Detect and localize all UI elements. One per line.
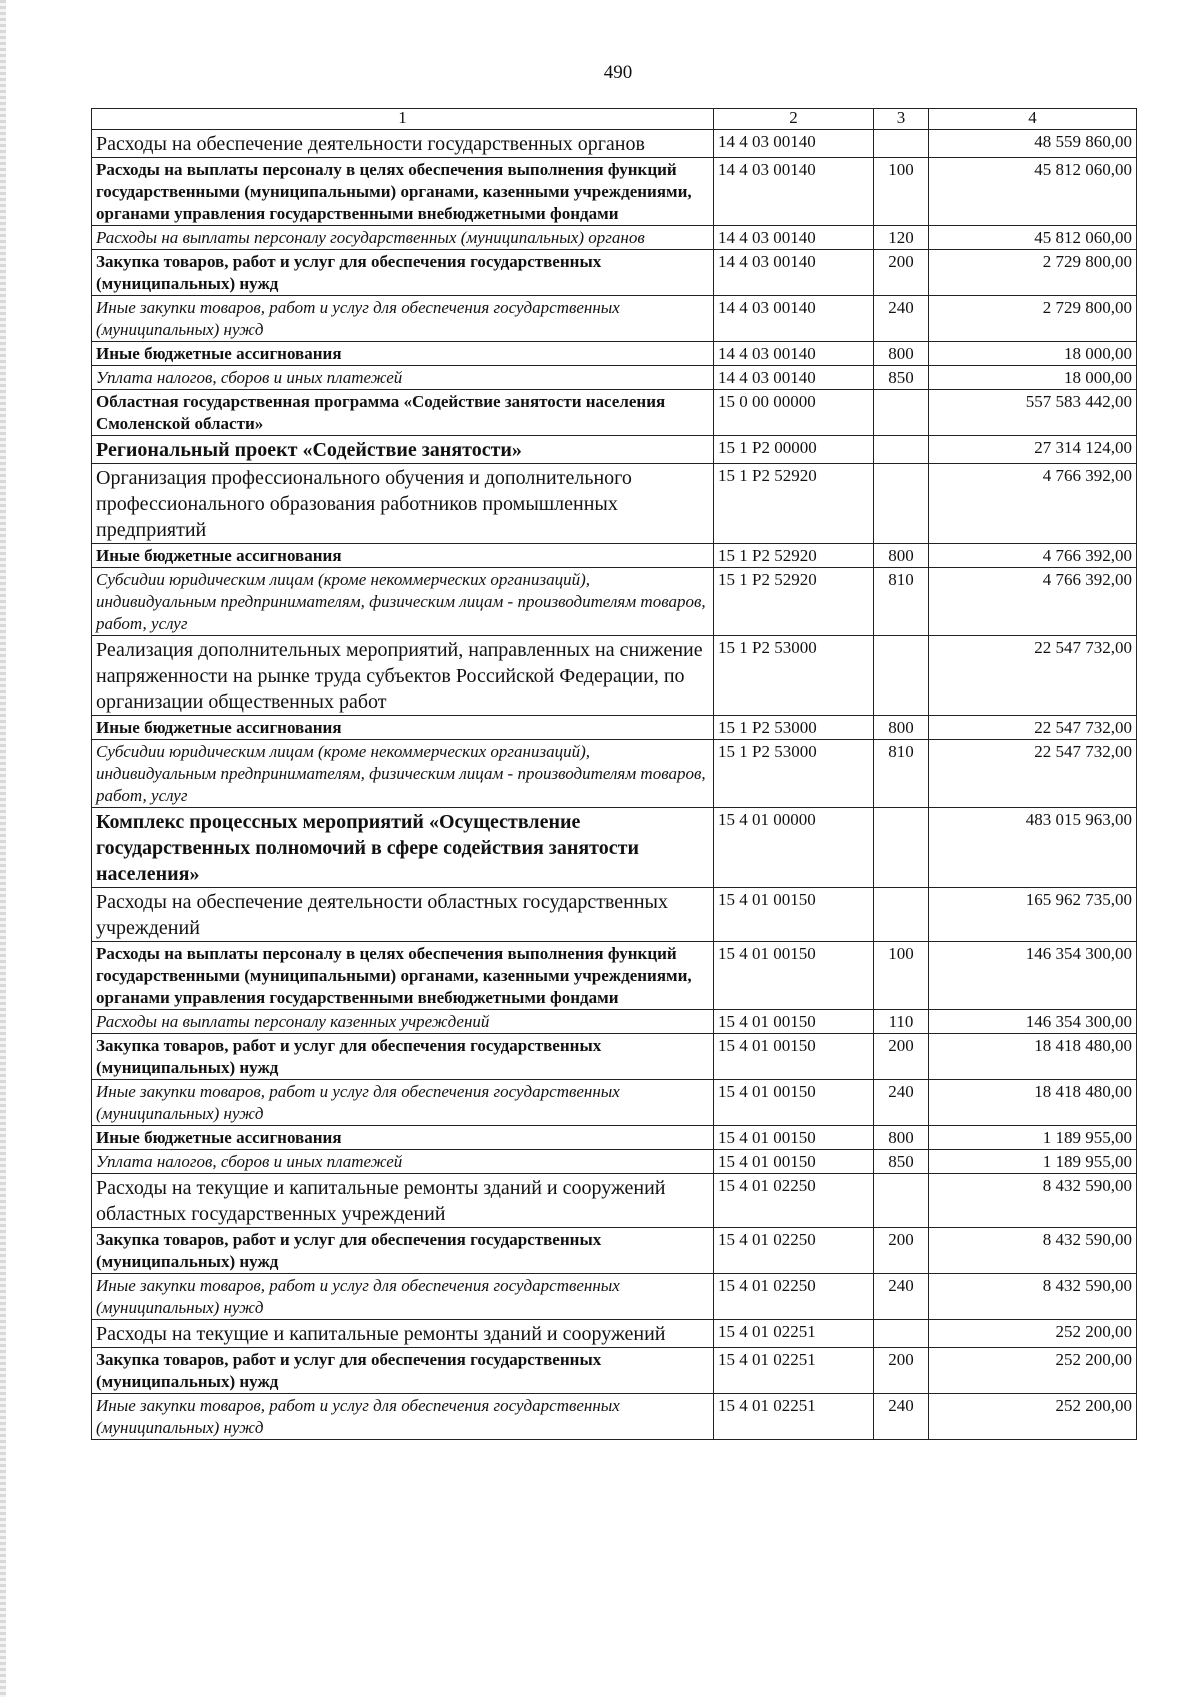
row-sum-cell: 18 000,00	[929, 366, 1137, 390]
row-type-cell: 850	[874, 366, 929, 390]
table-row	[92, 1320, 1137, 1348]
table-row	[92, 1348, 1137, 1394]
table-row	[92, 390, 1137, 436]
row-name-cell: Расходы на обеспечение деятельности областных государственных учреждений	[92, 888, 714, 942]
row-sum-cell: 22 547 732,00	[929, 740, 1137, 808]
table-row	[92, 1174, 1137, 1228]
table-row	[92, 1150, 1137, 1174]
row-sum-cell: 18 418 480,00	[929, 1080, 1137, 1126]
row-name-cell: Расходы на выплаты персоналу в целях обеспечения выполнения функций государственными (муниципальными) органами, казенными учреждениями, органами управления государственными внебюджетными фондами	[92, 942, 714, 1010]
row-name-cell: Иные закупки товаров, работ и услуг для обеспечения государственных (муниципальных) нужд	[92, 296, 714, 342]
row-name-cell: Расходы на выплаты персоналу в целях обеспечения выполнения функций государственными (муниципальными) органами, казенными учреждениями, органами управления государственными внебюджетными фондами	[92, 158, 714, 226]
row-type-cell	[874, 464, 929, 544]
row-type-cell	[874, 130, 929, 158]
row-type-cell: 850	[874, 1150, 929, 1174]
row-code-cell: 15 4 01 02251	[714, 1320, 874, 1348]
row-type-cell: 240	[874, 296, 929, 342]
row-code-cell: 15 1 P2 53000	[714, 716, 874, 740]
table-row	[92, 544, 1137, 568]
row-sum-cell: 8 432 590,00	[929, 1274, 1137, 1320]
row-code-cell: 14 4 03 00140	[714, 296, 874, 342]
row-name-cell: Комплекс процессных мероприятий «Осуществление государственных полномочий в сфере содействия занятости населения»	[92, 808, 714, 888]
row-sum-cell: 252 200,00	[929, 1320, 1137, 1348]
row-type-cell: 200	[874, 1348, 929, 1394]
row-code-cell: 15 1 P2 52920	[714, 568, 874, 636]
row-name-cell: Иные бюджетные ассигнования	[92, 1126, 714, 1150]
row-sum-cell: 1 189 955,00	[929, 1150, 1137, 1174]
table-row	[92, 464, 1137, 544]
table-row	[92, 1274, 1137, 1320]
row-type-cell: 200	[874, 1034, 929, 1080]
header-cell-1: 1	[92, 109, 714, 130]
row-type-cell: 120	[874, 226, 929, 250]
table-row	[92, 1394, 1137, 1440]
table-row	[92, 158, 1137, 226]
row-sum-cell: 483 015 963,00	[929, 808, 1137, 888]
row-name-cell: Закупка товаров, работ и услуг для обеспечения государственных (муниципальных) нужд	[92, 1228, 714, 1274]
row-sum-cell: 2 729 800,00	[929, 296, 1137, 342]
table-row	[92, 568, 1137, 636]
table-row	[92, 1126, 1137, 1150]
row-code-cell: 14 4 03 00140	[714, 158, 874, 226]
header-cell-2: 2	[714, 109, 874, 130]
row-name-cell: Расходы на обеспечение деятельности государственных органов	[92, 130, 714, 158]
row-type-cell: 800	[874, 342, 929, 366]
row-name-cell: Расходы на выплаты персоналу казенных учреждений	[92, 1010, 714, 1034]
row-name-cell: Расходы на выплаты персоналу государственных (муниципальных) органов	[92, 226, 714, 250]
row-sum-cell: 27 314 124,00	[929, 436, 1137, 464]
table-row	[92, 250, 1137, 296]
row-code-cell: 15 1 P2 52920	[714, 544, 874, 568]
header-cell-4: 4	[929, 109, 1137, 130]
row-type-cell: 240	[874, 1080, 929, 1126]
table-row	[92, 808, 1137, 888]
row-name-cell: Иные бюджетные ассигнования	[92, 342, 714, 366]
row-type-cell: 800	[874, 716, 929, 740]
row-sum-cell: 252 200,00	[929, 1394, 1137, 1440]
row-code-cell: 15 1 P2 53000	[714, 636, 874, 716]
row-type-cell: 800	[874, 1126, 929, 1150]
table-row	[92, 296, 1137, 342]
row-name-cell: Иные закупки товаров, работ и услуг для обеспечения государственных (муниципальных) нужд	[92, 1274, 714, 1320]
row-code-cell: 15 4 01 00150	[714, 942, 874, 1010]
header-cell-3: 3	[874, 109, 929, 130]
table-row	[92, 1228, 1137, 1274]
row-code-cell: 14 4 03 00140	[714, 250, 874, 296]
row-name-cell: Закупка товаров, работ и услуг для обеспечения государственных (муниципальных) нужд	[92, 250, 714, 296]
row-name-cell: Субсидии юридическим лицам (кроме некоммерческих организаций), индивидуальным предпринимателям, физическим лицам - производителям товаров, работ, услуг	[92, 740, 714, 808]
row-sum-cell: 2 729 800,00	[929, 250, 1137, 296]
row-sum-cell: 18 000,00	[929, 342, 1137, 366]
row-sum-cell: 4 766 392,00	[929, 544, 1137, 568]
row-sum-cell: 48 559 860,00	[929, 130, 1137, 158]
table-row	[92, 716, 1137, 740]
row-name-cell: Иные закупки товаров, работ и услуг для обеспечения государственных (муниципальных) нужд	[92, 1394, 714, 1440]
row-name-cell: Уплата налогов, сборов и иных платежей	[92, 366, 714, 390]
row-code-cell: 14 4 03 00140	[714, 226, 874, 250]
row-name-cell: Иные бюджетные ассигнования	[92, 716, 714, 740]
row-name-cell: Региональный проект «Содействие занятости»	[92, 436, 714, 464]
row-type-cell: 810	[874, 568, 929, 636]
row-name-cell: Расходы на текущие и капитальные ремонты зданий и сооружений	[92, 1320, 714, 1348]
row-name-cell: Областная государственная программа «Содействие занятости населения Смоленской области»	[92, 390, 714, 436]
table-header-row	[92, 109, 1137, 130]
table-row	[92, 740, 1137, 808]
row-sum-cell: 252 200,00	[929, 1348, 1137, 1394]
table-row	[92, 342, 1137, 366]
row-code-cell: 15 4 01 02250	[714, 1174, 874, 1228]
row-sum-cell: 557 583 442,00	[929, 390, 1137, 436]
row-sum-cell: 1 189 955,00	[929, 1126, 1137, 1150]
row-code-cell: 15 1 P2 52920	[714, 464, 874, 544]
scan-edge	[0, 0, 6, 1697]
page-number: 490	[603, 62, 633, 83]
row-code-cell: 15 4 01 00150	[714, 1126, 874, 1150]
row-type-cell: 240	[874, 1394, 929, 1440]
row-code-cell: 14 4 03 00140	[714, 366, 874, 390]
row-name-cell: Закупка товаров, работ и услуг для обеспечения государственных (муниципальных) нужд	[92, 1348, 714, 1394]
row-sum-cell: 8 432 590,00	[929, 1228, 1137, 1274]
row-name-cell: Реализация дополнительных мероприятий, направленных на снижение напряженности на рынке труда субъектов Российской Федерации, по организации общественных работ	[92, 636, 714, 716]
table-row	[92, 436, 1137, 464]
row-type-cell	[874, 636, 929, 716]
budget-table-body	[92, 109, 1137, 1440]
row-code-cell: 15 4 01 02251	[714, 1394, 874, 1440]
row-sum-cell: 146 354 300,00	[929, 1010, 1137, 1034]
row-type-cell	[874, 436, 929, 464]
row-type-cell: 200	[874, 250, 929, 296]
table-row	[92, 1080, 1137, 1126]
row-sum-cell: 45 812 060,00	[929, 226, 1137, 250]
row-name-cell: Организация профессионального обучения и дополнительного профессионального образования работников промышленных предприятий	[92, 464, 714, 544]
row-type-cell: 810	[874, 740, 929, 808]
budget-table	[91, 108, 1137, 1440]
table-row	[92, 130, 1137, 158]
row-type-cell	[874, 1320, 929, 1348]
table-row	[92, 1034, 1137, 1080]
row-name-cell: Иные закупки товаров, работ и услуг для обеспечения государственных (муниципальных) нужд	[92, 1080, 714, 1126]
row-code-cell: 15 4 01 02250	[714, 1228, 874, 1274]
row-type-cell: 100	[874, 942, 929, 1010]
row-code-cell: 15 4 01 00000	[714, 808, 874, 888]
row-sum-cell: 8 432 590,00	[929, 1174, 1137, 1228]
row-code-cell: 15 4 01 02250	[714, 1274, 874, 1320]
row-sum-cell: 18 418 480,00	[929, 1034, 1137, 1080]
row-code-cell: 14 4 03 00140	[714, 342, 874, 366]
table-row	[92, 636, 1137, 716]
row-name-cell: Расходы на текущие и капитальные ремонты зданий и сооружений областных государственных учреждений	[92, 1174, 714, 1228]
row-code-cell: 15 4 01 00150	[714, 1150, 874, 1174]
row-sum-cell: 146 354 300,00	[929, 942, 1137, 1010]
row-type-cell: 100	[874, 158, 929, 226]
row-name-cell: Иные бюджетные ассигнования	[92, 544, 714, 568]
row-type-cell	[874, 888, 929, 942]
row-type-cell	[874, 390, 929, 436]
row-code-cell: 15 4 01 02251	[714, 1348, 874, 1394]
table-row	[92, 366, 1137, 390]
table-row	[92, 226, 1137, 250]
row-code-cell: 15 4 01 00150	[714, 1080, 874, 1126]
row-code-cell: 15 1 P2 53000	[714, 740, 874, 808]
row-code-cell: 15 4 01 00150	[714, 1010, 874, 1034]
row-code-cell: 15 4 01 00150	[714, 888, 874, 942]
table-row	[92, 1010, 1137, 1034]
row-code-cell: 14 4 03 00140	[714, 130, 874, 158]
row-sum-cell: 45 812 060,00	[929, 158, 1137, 226]
row-type-cell	[874, 1174, 929, 1228]
row-name-cell: Закупка товаров, работ и услуг для обеспечения государственных (муниципальных) нужд	[92, 1034, 714, 1080]
table-row	[92, 942, 1137, 1010]
row-type-cell: 110	[874, 1010, 929, 1034]
table-row	[92, 888, 1137, 942]
row-name-cell: Уплата налогов, сборов и иных платежей	[92, 1150, 714, 1174]
row-code-cell: 15 0 00 00000	[714, 390, 874, 436]
row-sum-cell: 22 547 732,00	[929, 636, 1137, 716]
row-name-cell: Субсидии юридическим лицам (кроме некоммерческих организаций), индивидуальным предпринимателям, физическим лицам - производителям товаров, работ, услуг	[92, 568, 714, 636]
row-type-cell: 240	[874, 1274, 929, 1320]
row-type-cell: 800	[874, 544, 929, 568]
row-code-cell: 15 4 01 00150	[714, 1034, 874, 1080]
row-sum-cell: 22 547 732,00	[929, 716, 1137, 740]
row-type-cell	[874, 808, 929, 888]
row-code-cell: 15 1 P2 00000	[714, 436, 874, 464]
row-sum-cell: 4 766 392,00	[929, 568, 1137, 636]
row-type-cell: 200	[874, 1228, 929, 1274]
row-sum-cell: 165 962 735,00	[929, 888, 1137, 942]
row-sum-cell: 4 766 392,00	[929, 464, 1137, 544]
